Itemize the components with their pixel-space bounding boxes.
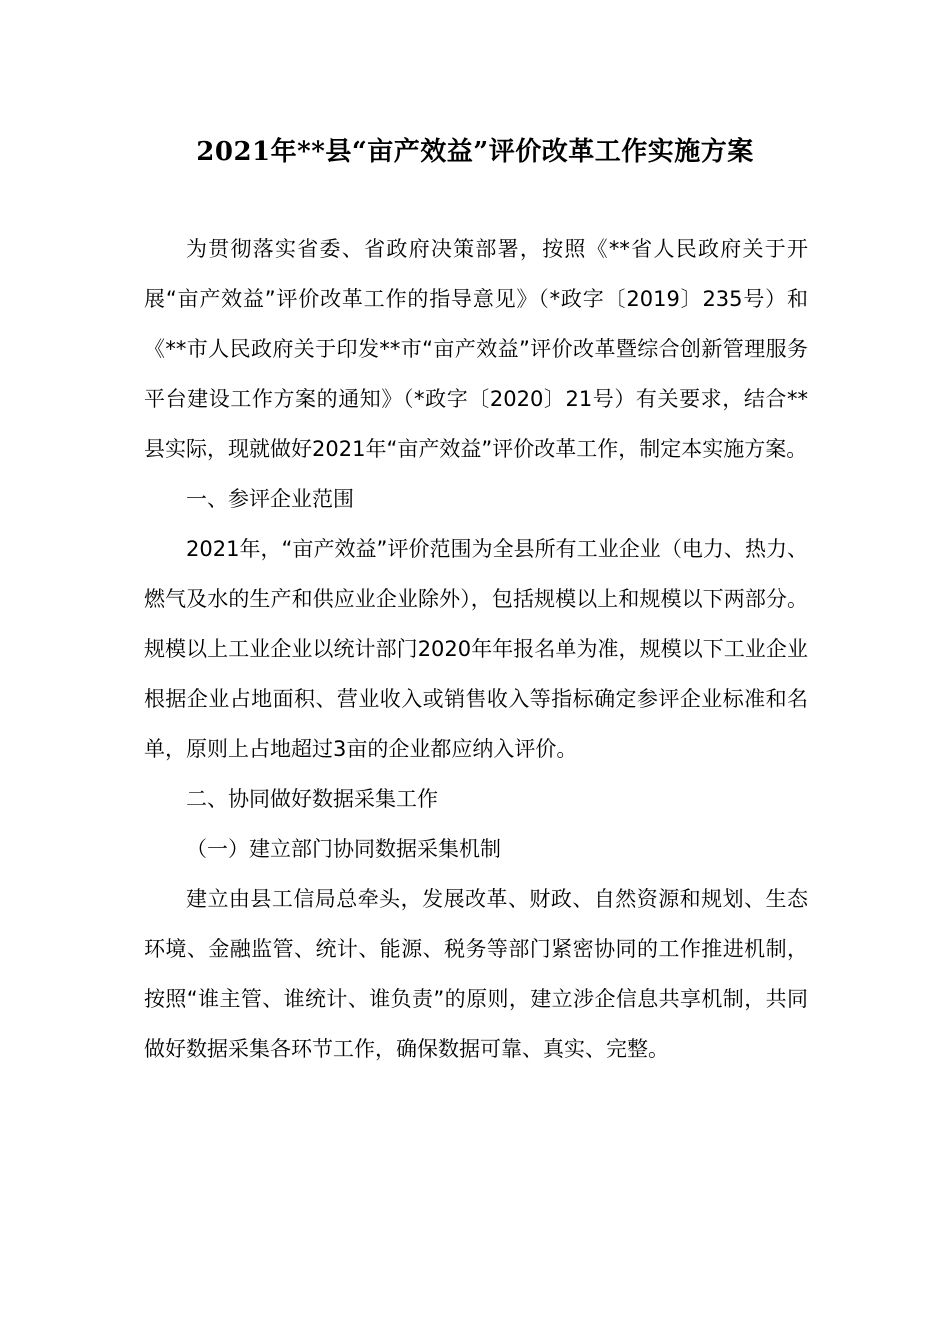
document-title: 2021年**县“亩产效益”评价改革工作实施方案: [196, 137, 754, 167]
mechanism-paragraph: 建立由县工信局总牵头，发展改革、财政、自然资源和规划、生态环境、金融监管、统计、能源、税务等部门紧密协同的工作推进机制，按照“谁主管、谁统计、谁负责”的原则，建立涉企信息共享机制，共同做好数据采集各环节工作，确保数据可靠、真实、完整。: [144, 887, 808, 1061]
subsection-heading-mechanism: （一）建立部门协同数据采集机制: [186, 837, 501, 861]
document-body: [144, 224, 808, 1074]
intro-paragraph: 为贯彻落实省委、省政府决策部署，按照《**省人民政府关于开展“亩产效益”评价改革工作的指导意见》（*政字〔2019〕235号）和《**市人民政府关于印发**市“亩产效益”评价改革暨综合创新管理服务平台建设工作方案的通知》（*政字〔2020〕21号）有关要求，结合**县实际，现就做好2021年“亩产效益”评价改革工作，制定本实施方案。: [144, 237, 808, 461]
section-heading-scope: 一、参评企业范围: [186, 487, 354, 511]
scope-paragraph: 2021年，“亩产效益”评价范围为全县所有工业企业（电力、热力、燃气及水的生产和供应业企业除外），包括规模以上和规模以下两部分。规模以上工业企业以统计部门2020年年报名单为准，规模以下工业企业根据企业占地面积、营业收入或销售收入等指标确定参评企业标准和名单，原则上占地超过3亩的企业都应纳入评价。: [144, 537, 808, 761]
section-heading-data-collection: 二、协同做好数据采集工作: [186, 787, 438, 811]
